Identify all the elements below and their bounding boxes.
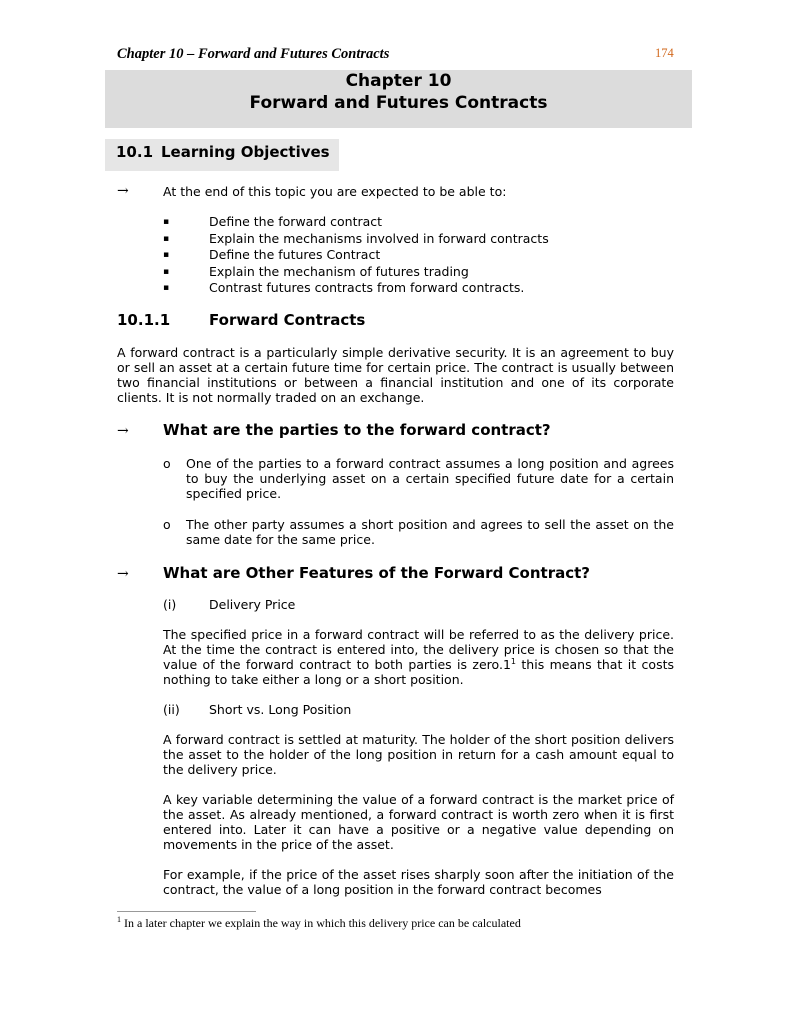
footnote-reference: 1 (510, 656, 516, 666)
value-paragraph: A key variable determining the value of a forward contract is the market price of the asset. As already mentioned, a forward contract is worth zero when it is first entered into. Later it can have a positive or a negative value depending on movements in the price of the asset. (163, 792, 674, 852)
list-item: ▪ Define the futures Contract (163, 247, 381, 262)
roman-numeral: (i) (163, 597, 177, 612)
list-item: ▪ Explain the mechanism of futures trading (163, 263, 469, 279)
settlement-paragraph: A forward contract is settled at maturity. The holder of the short position delivers the asset to the holder of the long position in return for a cash amount equal to the delivery price. (163, 732, 674, 777)
objectives-intro: At the end of this topic you are expected to be able to: (163, 184, 507, 199)
list-item: ▪ Define the forward contract (163, 214, 383, 229)
feature-heading-short-long (163, 702, 351, 717)
bullet-icon: ▪ (163, 266, 170, 277)
list-item: o The other party assumes a short position and agrees to sell the asset on the same date for the same price. (163, 517, 674, 547)
chapter-title: Forward and Futures Contracts (249, 93, 548, 113)
list-item: ▪ Explain the mechanisms involved in forward contracts (163, 230, 549, 246)
subsection-number: 10.1.1 (117, 311, 171, 329)
question-heading-features: What are Other Features of the Forward Contract? (163, 564, 590, 582)
footnote (117, 916, 521, 931)
circle-bullet-icon: o (163, 456, 171, 471)
section-number: 10.1 (116, 143, 154, 161)
chapter-label: Chapter 10 (345, 71, 452, 91)
bullet-icon: ▪ (163, 233, 170, 244)
subsection-title: Forward Contracts (209, 311, 366, 329)
chapter-banner (105, 70, 692, 128)
footnote-text: In a later chapter we explain the way in which this delivery price can be calculated (121, 916, 521, 930)
example-paragraph: For example, if the price of the asset rises sharply soon after the initiation of the contract, the value of a long position in the forward contract becomes (163, 867, 674, 897)
footnote-divider (117, 911, 256, 912)
circle-bullet-icon: o (163, 517, 171, 532)
arrow-icon: → (117, 423, 129, 439)
definition-paragraph: A forward contract is a particularly simple derivative security. It is an agreement to buy or sell an asset at a certain future time for certain price. The contract is usually between two financial institutions or between a financial institution and one of its corporate clients. It is not normally traded on an exchange. (117, 345, 674, 405)
list-item: o One of the parties to a forward contract assumes a long position and agrees to buy the underlying asset on a certain specified future date for a certain specified price. (163, 456, 674, 501)
bullet-icon: ▪ (163, 250, 170, 260)
arrow-icon: → (117, 183, 129, 199)
arrow-icon: → (117, 566, 129, 582)
bullet-icon: ▪ (163, 217, 170, 227)
delivery-price-paragraph: The specified price in a forward contract will be referred to as the delivery price. At the time the contract is entered into, the delivery price is chosen so that the value of the forward contract to both parties is $zero.1^1$ this means that it costs nothing to take either a long or a short position. (163, 627, 674, 687)
feature-title: Delivery Price (209, 597, 296, 612)
section-heading-box (105, 139, 339, 171)
objectives-list (163, 214, 549, 297)
roman-numeral: (ii) (163, 702, 180, 717)
section-title: Learning Objectives (161, 143, 330, 161)
page-number: 174 (655, 46, 674, 60)
list-item: ▪ Contrast futures contracts from forward contracts. (163, 280, 525, 295)
footnote-marker: 1 (117, 915, 121, 924)
feature-title: Short vs. Long Position (209, 702, 352, 717)
bullet-icon: ▪ (163, 283, 170, 293)
subsection-heading (117, 311, 365, 329)
feature-heading-delivery-price (163, 597, 295, 612)
running-header-title: Chapter 10 – Forward and Futures Contracts (117, 46, 390, 62)
question-heading-parties: What are the parties to the forward contract? (163, 421, 551, 439)
